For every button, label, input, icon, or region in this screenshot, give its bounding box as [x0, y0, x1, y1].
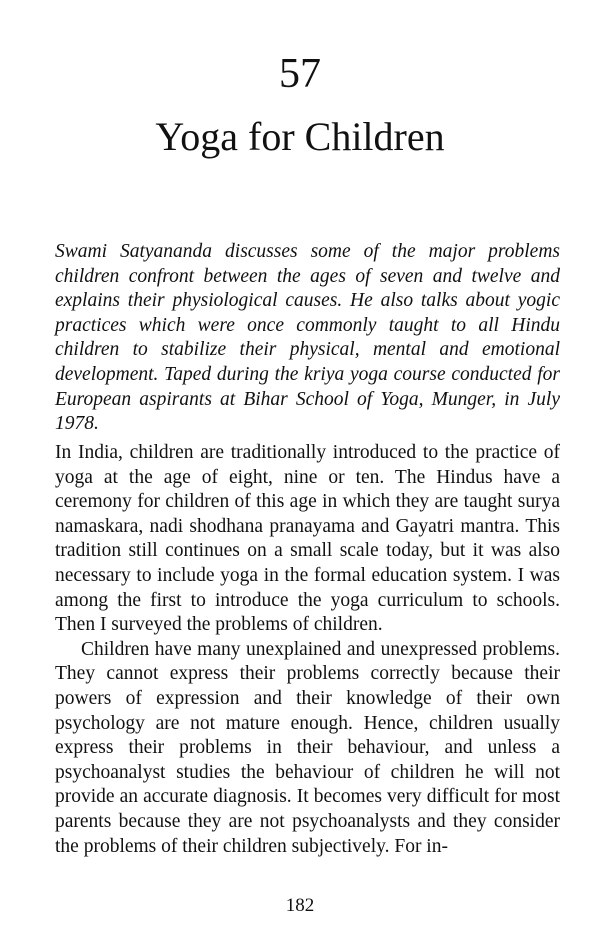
paragraph-2: Children have many unexplained and unexpressed problems. They cannot express their problems correctly because their powers of expression and their knowledge of their own psychology are not mature enough. Hence, children usually express their problems in their behaviour, and unless a psychoanalyst studies the behaviour of children he will not provide an accurate diagnosis. It becomes very difficult for most parents because they are not psychoanalysts and they consider the problems of their children subjectively. For in-: [55, 638, 560, 857]
chapter-abstract: Swami Satyananda discusses some of the major problems children confront between the ages of seven and twelve and explains their physiological causes. He also talks about yogic practices which were once commonly taught to all Hindu children to stabilize their physical, mental and emotional development. Taped during the kriya yoga course conducted for European aspirants at Bihar School of Yoga, Munger, in July 1978.: [55, 241, 560, 435]
chapter-number: 57: [279, 51, 321, 97]
page-number: 182: [285, 895, 315, 916]
chapter-title: Yoga for Children: [155, 114, 445, 159]
paragraph-1: In India, children are traditionally introduced to the practice of yoga at the age of eight, nine or ten. The Hindus have a ceremony for children of this age in which they are taught surya namaskara, nadi shodhana pranayama and Gayatri mantra. This tradition still continues on a small scale today, but it was also necessary to include yoga in the formal education system. I was among the first to introduce the yoga curriculum to schools. Then I surveyed the problems of children.: [55, 442, 560, 636]
body-text: [55, 441, 560, 859]
